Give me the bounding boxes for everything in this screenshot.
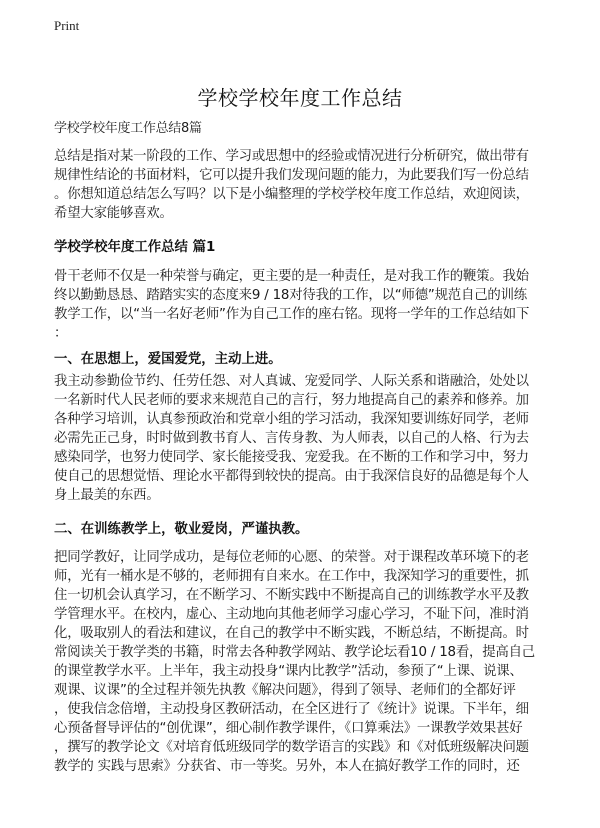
text-line: 教学的 实践与思索》分获省、市一等奖。另外，本人在搞好教学工作的同时，还 (54, 759, 520, 774)
text-line: 把同学教好，让同学成功，是每位老师的心愿、的荣誉。对于课程改革环境下的老 (54, 550, 529, 565)
text-line: ： (54, 326, 68, 341)
text-line: 骨干老师不仅是一种荣誉与确定，更主要的是一种责任，是对我工作的鞭策。我始 (54, 269, 529, 284)
text-line: 。你想知道总结怎么写吗？以下是小编整理的学校学校年度工作总结，欢迎阅读， (54, 187, 529, 202)
paragraph-two (54, 548, 574, 776)
subheading-two: 二、在训练教学上，敬业爱岗，严谨执教。 (54, 522, 309, 537)
text-line: 规律性结论的书面材料，它可以提升我们发现问题的能力，为此要我们写一份总结 (54, 168, 529, 183)
subheading-one: 一、在思想上，爱国爱党，主动上进。 (54, 352, 282, 367)
text-line: 总结是指对某一阶段的工作、学习或思想中的经验或情况进行分析研究，做出带有 (54, 149, 529, 164)
text-line: ，使我信念倍增，主动投身区教研活动，在全区进行了《统计》说课。下半年，细 (54, 702, 529, 717)
print-label: Print (54, 18, 80, 33)
paragraph-one (54, 372, 574, 505)
text-line: 学管理水平。在校内，虚心、主动地向其他老师学习虚心学习，不耻下问，准时消 (54, 607, 529, 622)
text-line: 感染同学，也努力使同学、家长能接受我、宠爱我。在不断的工作和学习中，努力 (54, 450, 529, 465)
text-line: 师，光有一桶水是不够的，老师拥有自来水。在工作中，我深知学习的重要性，抓 (54, 569, 529, 584)
text-line: 观课、议课”的全过程并领先执教《解决问题》，得到了领导、老师们的全都好评 (54, 683, 516, 698)
text-line: 各种学习培训，认真参预政治和党章小组的学习活动，我深知要训练好同学，老师 (54, 412, 529, 427)
document-title: 学校学校年度工作总结 (197, 86, 403, 110)
text-line: 希望大家能够喜欢。 (54, 206, 173, 221)
intro-paragraph (54, 147, 574, 223)
text-line: 常阅读关于教学类的书籍，时常去各种教学网站、教学论坛看10 / 18看，提高自己 (54, 645, 535, 660)
text-line: 一名新时代人民老师的要求来规范自己的言行，努力地提高自己的素养和修养。加 (54, 393, 529, 408)
document-subtitle: 学校学校年度工作总结8篇 (54, 121, 202, 136)
text-line: 我主动参勤俭节约、任劳任怨、对人真诚、宠爱同学、人际关系和谐融洽，处处以 (54, 374, 529, 389)
text-line: 住一切机会认真学习，在不断学习、不断实践中不断提高自己的训练教学水平及教 (54, 588, 529, 603)
text-line: 必需先正己身，时时做到教书育人、言传身教、为人师表，以自己的人格、行为去 (54, 431, 529, 446)
text-line: 心预备督导评估的“创优课”，细心制作教学课件，《口算乘法》一课教学效果甚好 (54, 721, 523, 736)
text-line: ，撰写的教学论文《对培育低班级同学的数学语言的实践》和《对低班级解决问题 (54, 740, 529, 755)
text-line: 终以勤勤恳恳、踏踏实实的态度来9 / 18对待我的工作，以“师德”规范自己的训练 (54, 288, 527, 303)
text-line: 使自己的思想觉悟、理论水平都得到较快的提高。由于我深信良好的品德是每个人 (54, 469, 529, 484)
text-line: 教学工作，以“当一名好老师”作为自己工作的座右铭。现将一学年的工作总结如下 (54, 307, 530, 322)
text-line: 的课堂教学水平。上半年，我主动投身“课内比教学”活动，参预了“上课、说课、 (54, 664, 523, 679)
text-line: 身上最美的东西。 (54, 488, 160, 503)
section-heading: 学校学校年度工作总结 篇1 (54, 240, 216, 255)
text-line: 化，吸取别人的看法和建议，在自己的教学中不断实践，不断总结，不断提高。时 (54, 626, 529, 641)
section-intro-paragraph (54, 267, 574, 343)
